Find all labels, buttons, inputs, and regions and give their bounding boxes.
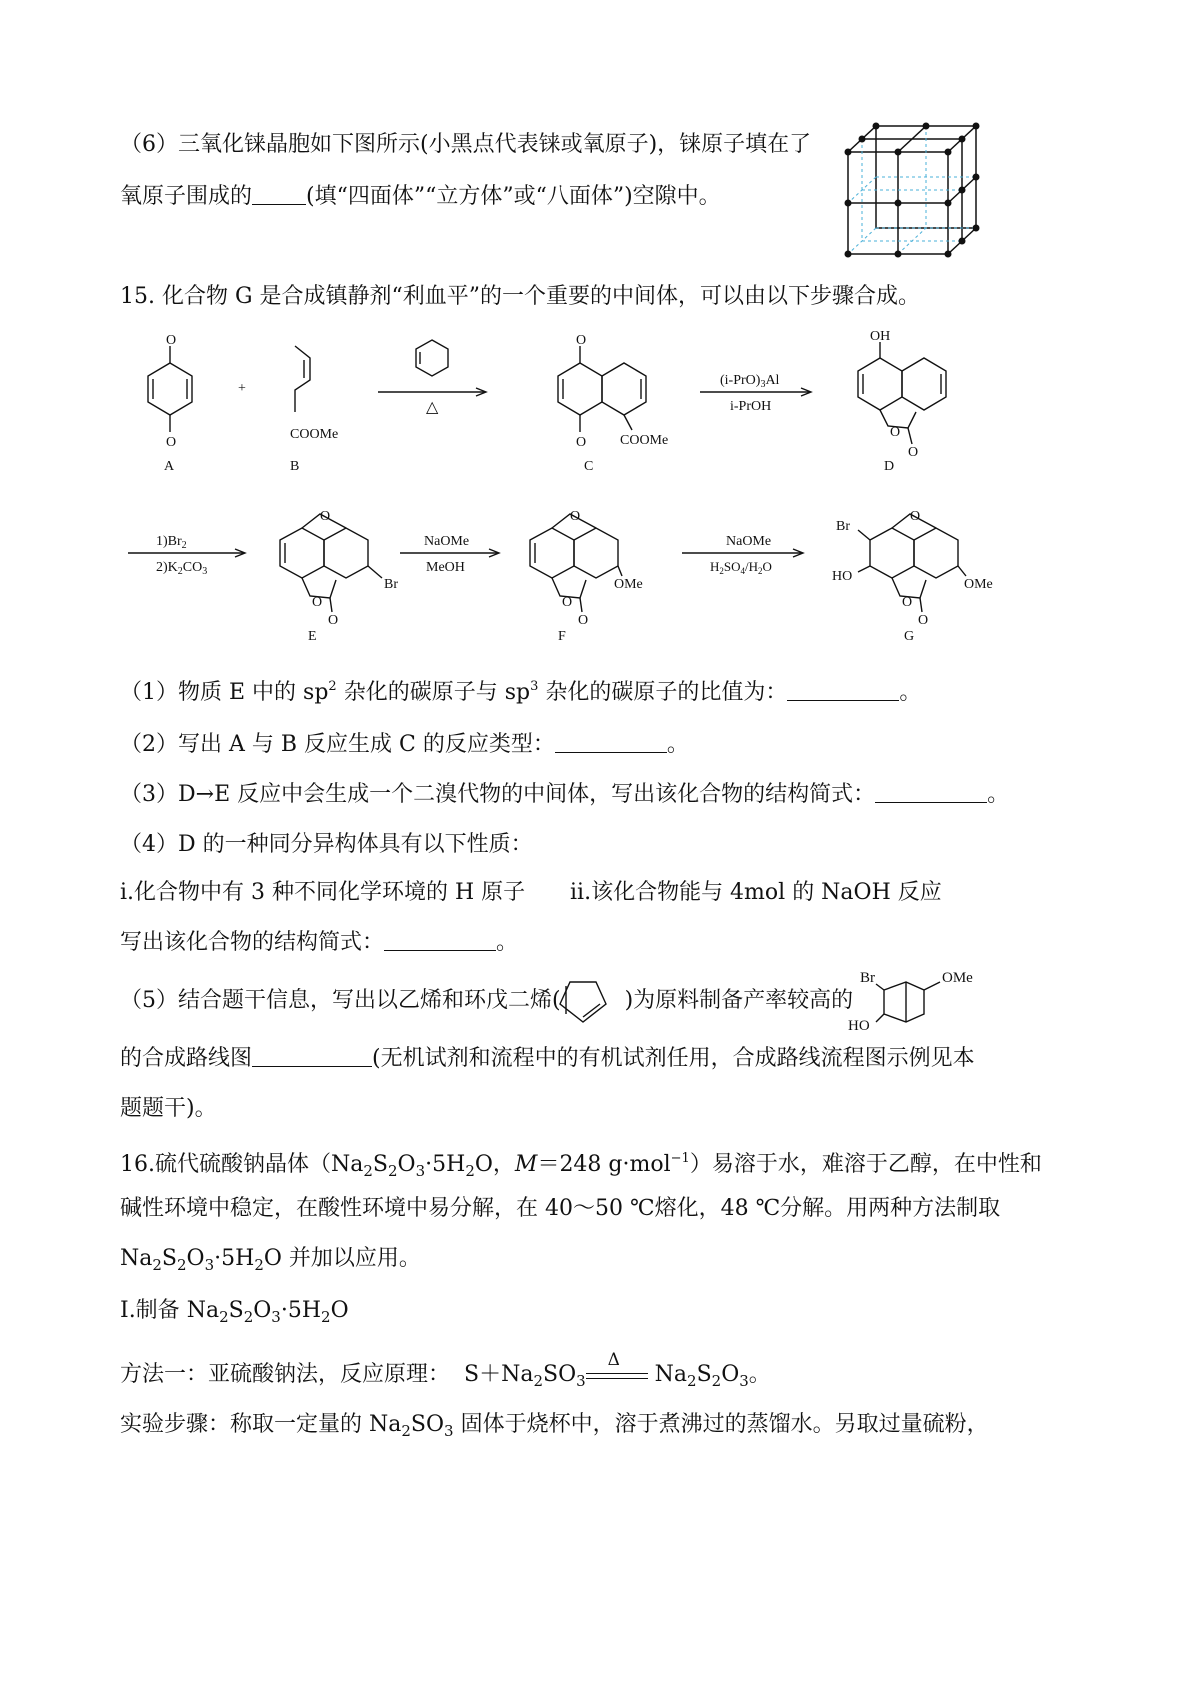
q16-line2: 碱性环境中稳定，在酸性环境中易分解，在 40～50 ℃熔化，48 ℃分解。用两种方法制取	[120, 1196, 1001, 1221]
q15-q5-line2: 的合成路线图 (无机试剂和流程中的有机试剂任用，合成路线流程图示例见本	[120, 1046, 975, 1071]
svg-text:D: D	[884, 459, 895, 474]
svg-text:△: △	[426, 399, 439, 416]
cyclopentadiene-structure	[556, 976, 612, 1026]
q14-6-line1: （6）三氧化铼晶胞如下图所示(小黑点代表铼或氧原子)，铼原子填在了	[120, 132, 812, 157]
q16-line1: 16.硫代硫酸钠晶体（$Na_2S_2O_3\cdot 5H_2O$，M＝248 g·mol$^{-1}$）易溶于水，难溶于乙醇，在中性和	[120, 1151, 1042, 1180]
q15-q3: （3）D→E 反应中会生成一个二溴代物的中间体，写出该化合物的结构简式： 。	[120, 782, 1010, 807]
svg-text:1)Br2: $1)Br_2$	[156, 534, 187, 551]
answer-blank	[252, 1044, 372, 1067]
svg-text:H2SO4/H2O: $H_2SO_4/H_2O$	[710, 559, 772, 576]
q15-q4-property-i: i.化合物中有 3 种不同化学环境的 H 原子	[120, 880, 526, 905]
svg-text:2)K2CO3: $2)K_2CO_3$	[156, 560, 208, 577]
svg-text:HO: HO	[848, 1018, 870, 1034]
svg-text:O: O	[576, 435, 587, 450]
svg-text:OH: OH	[870, 329, 891, 344]
svg-text:Br: Br	[384, 577, 398, 592]
q15-q4-property-ii: ii.该化合物能与 4mol 的 NaOH 反应	[570, 880, 942, 905]
svg-text:HO: HO	[832, 569, 853, 584]
svg-text:O: O	[910, 509, 921, 524]
svg-text:MeOH: MeOH	[426, 560, 465, 575]
svg-text:O: O	[328, 613, 339, 628]
svg-text:O: O	[562, 595, 573, 610]
svg-text:Br: Br	[860, 970, 875, 986]
svg-text:C: C	[584, 459, 594, 474]
answer-blank	[787, 678, 899, 701]
crystal-cell-figure	[838, 100, 998, 265]
reaction-scheme-row2	[120, 500, 1080, 650]
svg-text:E: E	[308, 629, 317, 644]
svg-text:COOMe: COOMe	[620, 433, 669, 448]
q15-q5-line3: 题题干)。	[120, 1096, 217, 1121]
svg-text:O: O	[166, 333, 177, 348]
q16-section-I: Ⅰ.制备 $Na_2S_2O_3\cdot 5H_2O$	[120, 1298, 349, 1326]
svg-text:OMe: OMe	[942, 970, 973, 986]
target-product-structure	[848, 968, 998, 1038]
q15-stem: 15. 化合物 G 是合成镇静剂“利血平”的一个重要的中间体，可以由以下步骤合成。	[120, 284, 921, 309]
svg-text:A: A	[164, 459, 175, 474]
svg-text:O: O	[578, 613, 589, 628]
q15-q4-answer: 写出该化合物的结构简式： 。	[120, 930, 519, 955]
svg-text:O: O	[320, 509, 331, 524]
svg-text:Br: Br	[836, 519, 850, 534]
svg-text:O: O	[908, 445, 919, 460]
svg-text:O: O	[166, 435, 177, 450]
q16-method1: 方法一：亚硫酸钠法，反应原理： $S+Na_2SO_3$ Δ $Na_2S_2O_3$。	[120, 1350, 771, 1390]
svg-text:G: G	[904, 629, 915, 644]
svg-text:F: F	[558, 629, 566, 644]
q16-steps: 实验步骤：称取一定量的 $Na_2SO_3$ 固体于烧杯中，溶于煮沸过的蒸馏水。另取过量硫粉，	[120, 1412, 989, 1440]
q15-q2: （2）写出 A 与 B 反应生成 C 的反应类型： 。	[120, 732, 689, 757]
q15-q1: （1）物质 E 中的 $sp^2$ 杂化的碳原子与 $sp^3$ 杂化的碳原子的比值为： 。	[120, 679, 922, 705]
svg-text:COOMe: COOMe	[290, 427, 339, 442]
answer-blank	[875, 780, 987, 803]
reaction-scheme-row1	[120, 328, 1080, 478]
svg-text:O: O	[570, 509, 581, 524]
svg-text:OMe: OMe	[614, 577, 643, 592]
svg-text:O: O	[890, 425, 901, 440]
answer-blank	[555, 730, 667, 753]
q14-6-line2: 氧原子围成的 (填“四面体”“立方体”或“八面体”)空隙中。	[120, 184, 721, 209]
svg-text:B: B	[290, 459, 300, 474]
svg-text:NaOMe: NaOMe	[424, 534, 470, 549]
svg-text:OMe: OMe	[964, 577, 993, 592]
q15-q4: （4）D 的一种同分异构体具有以下性质：	[120, 832, 533, 857]
svg-text:i-PrOH: i-PrOH	[730, 399, 772, 414]
svg-text:O: O	[312, 595, 323, 610]
answer-blank	[384, 928, 496, 951]
q15-q5-line1: （5）结合题干信息，写出以乙烯和环戊二烯( )为原料制备产率较高的	[120, 988, 854, 1013]
answer-blank	[252, 182, 306, 205]
svg-text:O: O	[576, 333, 587, 348]
q16-line3: $Na_2S_2O_3\cdot 5H_2O$ 并加以应用。	[120, 1246, 421, 1274]
svg-text:O: O	[918, 613, 929, 628]
svg-text:O: O	[902, 595, 913, 610]
svg-text:(i-PrO)3Al: $(i-PrO)_3Al$	[720, 373, 780, 390]
svg-text:+: +	[238, 381, 246, 396]
svg-text:NaOMe: NaOMe	[726, 534, 772, 549]
